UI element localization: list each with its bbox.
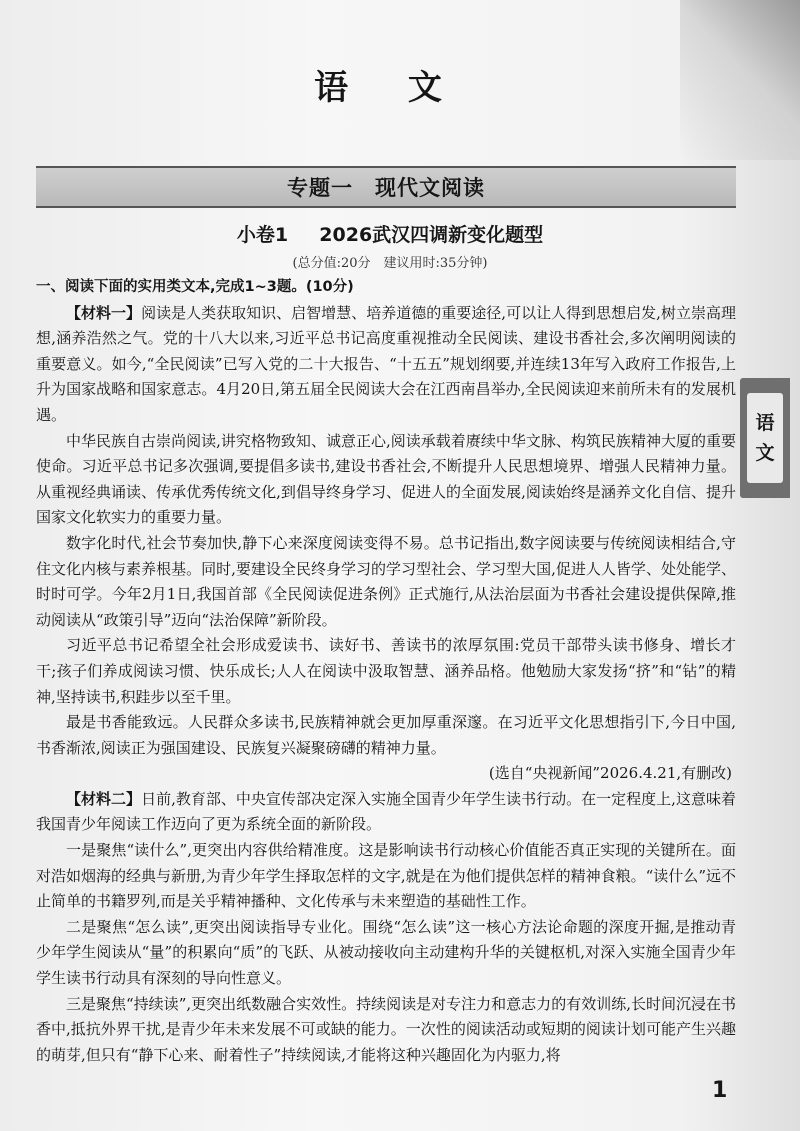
article-body	[36, 275, 736, 1068]
material2-label: 【材料二】	[66, 789, 142, 808]
subject-side-tab	[740, 378, 790, 498]
material1-paragraph-1	[36, 301, 736, 429]
side-tab-char-1: 语	[755, 412, 775, 434]
paper-meta: (总分值:20分 建议用时:35分钟)	[292, 256, 488, 271]
section-label: 专题一	[287, 176, 353, 200]
material1-text-1: 阅读是人类获取知识、启智增慧、培养道德的重要途径,可以让人得到思想启发,树立崇高理想,涵养浩然之气。党的十八大以来,习近平总书记高度重视推动全民阅读、建设书香社会,多次阐明阅读的重要意义。如今,“全民阅读”已写入党的二十大报告、“十五五”规划纲要,并连续13年写入政府工作报告,上升为国家战略和国家意志。4月20日,第五届全民阅读大会在江西南昌举办,全民阅读迎来前所未有的发展机遇。	[36, 303, 736, 424]
material1-paragraph-4: 习近平总书记希望全社会形成爱读书、读好书、善读书的浓厚氛围:党员干部带头读书修身、增长才干;孩子们养成阅读习惯、快乐成长;人人在阅读中汲取智慧、涵养品格。他勉励大家发扬“挤”和“钻”的精神,坚持读书,积跬步以至千里。	[36, 636, 736, 706]
side-tab-char-2: 文	[755, 442, 775, 464]
subject-side-tab-label	[747, 393, 783, 483]
material2-paragraph-2: 一是聚焦“读什么”,更突出内容供给精准度。这是影响读书行动核心价值能否真正实现的关键所在。面对浩如烟海的经典与新册,为青少年学生择取怎样的文字,就是在为他们提供怎样的精神食粮。“读什么”远不止简单的书籍罗列,而是关乎精神播种、文化传承与未来塑造的基础性工作。	[36, 841, 736, 911]
paper-part: 小卷1	[236, 224, 289, 246]
material2-paragraph-1	[36, 787, 736, 838]
section-banner	[36, 166, 736, 208]
material2-text-1: 日前,教育部、中央宣传部决定深入实施全国青少年学生读书行动。在一定程度上,这意味着我国青少年阅读工作迈向了更为系统全面的新阶段。	[36, 789, 736, 834]
material1-label: 【材料一】	[66, 303, 142, 322]
material1-source: (选自“央视新闻”2026.4.21,有删改)	[488, 764, 732, 783]
material1-paragraph-3: 数字化时代,社会节奏加快,静下心来深度阅读变得不易。总书记指出,数字阅读要与传统阅读相结合,守住文化内核与素养根基。同时,要建设全民终身学习的学习型社会、学习型大国,促进人人皆学、处处能学、时时可学。今年2月1日,我国首部《全民阅读促进条例》正式施行,从法治层面为书香社会建设提供保障,推动阅读从“政策引导”迈向“法治保障”新阶段。	[36, 533, 736, 629]
material1-paragraph-5: 最是书香能致远。人民群众多读书,民族精神就会更加厚重深邃。在习近平文化思想指引下,今日中国,书香渐浓,阅读正为强国建设、民族复兴凝聚磅礴的精神力量。	[36, 713, 736, 757]
paper-subtitle	[0, 220, 780, 247]
material1-paragraph-2: 中华民族自古崇尚阅读,讲究格物致知、诚意正心,阅读承载着赓续中华文脉、构筑民族精神大厦的重要使命。习近平总书记多次强调,要提倡多读书,建设书香社会,不断提升人民思想境界、增强人民精神力量。从重视经典诵读、传承优秀传统文化,到倡导终身学习、促进人的全面发展,阅读始终是涵养文化自信、提升国家文化软实力的重要力量。	[36, 431, 736, 527]
section-name: 现代文阅读	[375, 176, 485, 200]
question-heading: 一、阅读下面的实用类文本,完成1~3题。(10分)	[36, 279, 354, 295]
material2-paragraph-3: 二是聚焦“怎么读”,更突出阅读指导专业化。围绕“怎么读”这一核心方法论命题的深度开掘,是推动青少年学生阅读从“量”的积累向“质”的飞跃、从被动接收向主动建构升华的关键枢机,对深入实施全国青少年学生读书行动具有深刻的导向性意义。	[36, 917, 736, 988]
main-title: 语 文	[314, 68, 466, 108]
page-number: 1	[712, 1078, 728, 1103]
paper-title: 2026武汉四调新变化题型	[319, 224, 544, 246]
material2-paragraph-4: 三是聚焦“持续读”,更突出纸数融合实效性。持续阅读是对专注力和意志力的有效训练,长时间沉浸在书香中,抵抗外界干扰,是青少年未来发展不可或缺的能力。一次性的阅读活动或短期的阅读计划可能产生兴趣的萌芽,但只有“静下心来、耐着性子”持续阅读,才能将这种兴趣固化为内驱力,将	[36, 994, 736, 1064]
